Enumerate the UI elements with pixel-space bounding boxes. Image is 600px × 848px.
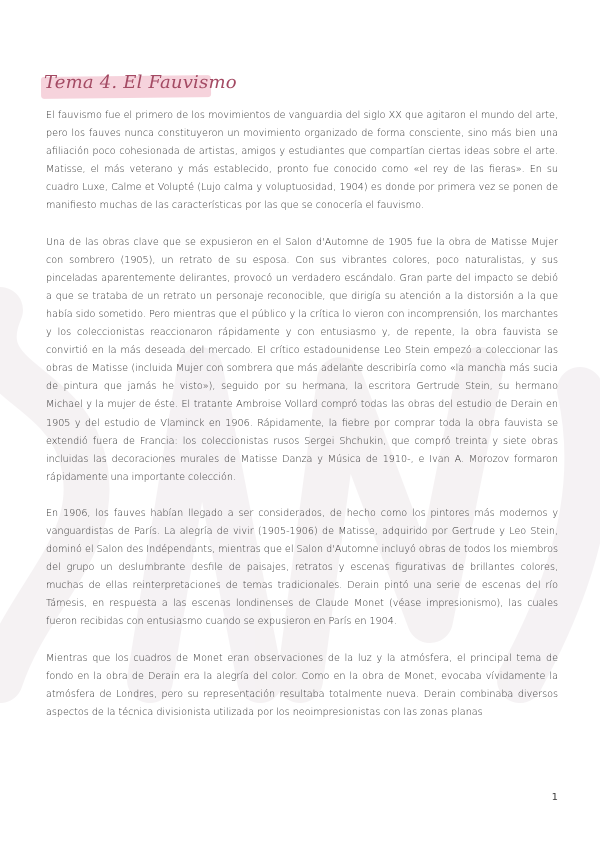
body-text xyxy=(46,107,558,740)
paragraph-3: En 1906, los fauves habían llegado a ser considerados, de hecho como los pintores más modernos y vanguardistas de París. La alegría de vivir (1905-1906) de Matisse, adquirido por Gertrude y Leo Stein, dominó el Salon des Indépendants, mientras que el Salon d'Automne incluyó obras de todos los miembros del grupo un deslumbrante desfile de paisajes, retratos y escenas figurativas de brillantes colores, muchas de ellas reinterpretaciones de temas tradicionales. Derain pintó una serie de escenas del río Támesis, en respuesta a las escenas londinenses de Claude Monet (véase impresionismo), las cuales fueron recibidas con entusiasmo cuando se expusieron en París en 1904. xyxy=(46,507,558,628)
paragraph-4: Mientras que los cuadros de Monet eran observaciones de la luz y la atmósfera, el principal tema de fondo en la obra de Derain era la alegría del color. Como en la obra de Monet, evocaba vívidamente la atmósfera de Londres, pero su representación resultaba totalmente nueva. Derain combinaba diversos aspectos de la técnica divisionista utilizada por los neoimpresionistas con las zonas planas xyxy=(46,652,558,718)
page-title: Tema 4. El Fauvismo xyxy=(44,72,237,93)
title-block xyxy=(44,72,237,93)
paragraph-2: Una de las obras clave que se expusieron en el Salon d'Automne de 1905 fue la obra de Matisse Mujer con sombrero (1905), un retrato de su esposa. Con sus vibrantes colores, poco naturalistas, y sus pinceladas aparentemente delirantes, provocó un verdadero escándalo. Gran parte del impacto se debió a que se trataba de un retrato un personaje reconocible, que dirigía su atención a la distorsión a la que había sido sometido. Pero mientras que el público y la crítica lo vieron con incomprensión, los marchantes y los coleccionistas reaccionaron rápidamente y con entusiasmo y, de repente, la obra fauvista se convirtió en la más deseada del mercado. El crítico estadounidense Leo Stein empezó a coleccionar las obras de Matisse (incluida Mujer con sombrera que más adelante describiría como «la mancha más sucia de pintura que jamás he visto»), seguido por su hermana, la escritora Gertrude Stein, su hermano Michael y la mujer de éste. El tratante Ambroise Vollard compró todas las obras del estudio de Derain en 1905 y del estudio de Vlaminck en 1906. Rápidamente, la fiebre por comprar toda la obra fauvista se extendió fuera de Francia: los coleccionistas rusos Sergei Shchukin, que compró treinta y siete obras incluidas las decoraciones murales de Matisse Danza y Música de 1910-, e Ivan A. Morozov formaron rápidamente una importante colección. xyxy=(46,236,558,483)
paragraph-1: El fauvismo fue el primero de los movimientos de vanguardia del siglo XX que agitaron el mundo del arte, pero los fauves nunca constituyeron un movimiento organizado de forma consciente, sino más bien una afiliación poco cohesionada de artistas, amigos y estudiantes que compartían ciertas ideas sobre el arte. Matisse, el más veterano y más establecido, pronto fue conocido como «el rey de las fieras». En su cuadro Luxe, Calme et Volupté (Lujo calma y voluptuosidad, 1904) es donde por primera vez se ponen de manifiesto muchas de las características por las que se conocería el fauvismo. xyxy=(46,110,558,212)
page-number: 1 xyxy=(551,792,558,803)
